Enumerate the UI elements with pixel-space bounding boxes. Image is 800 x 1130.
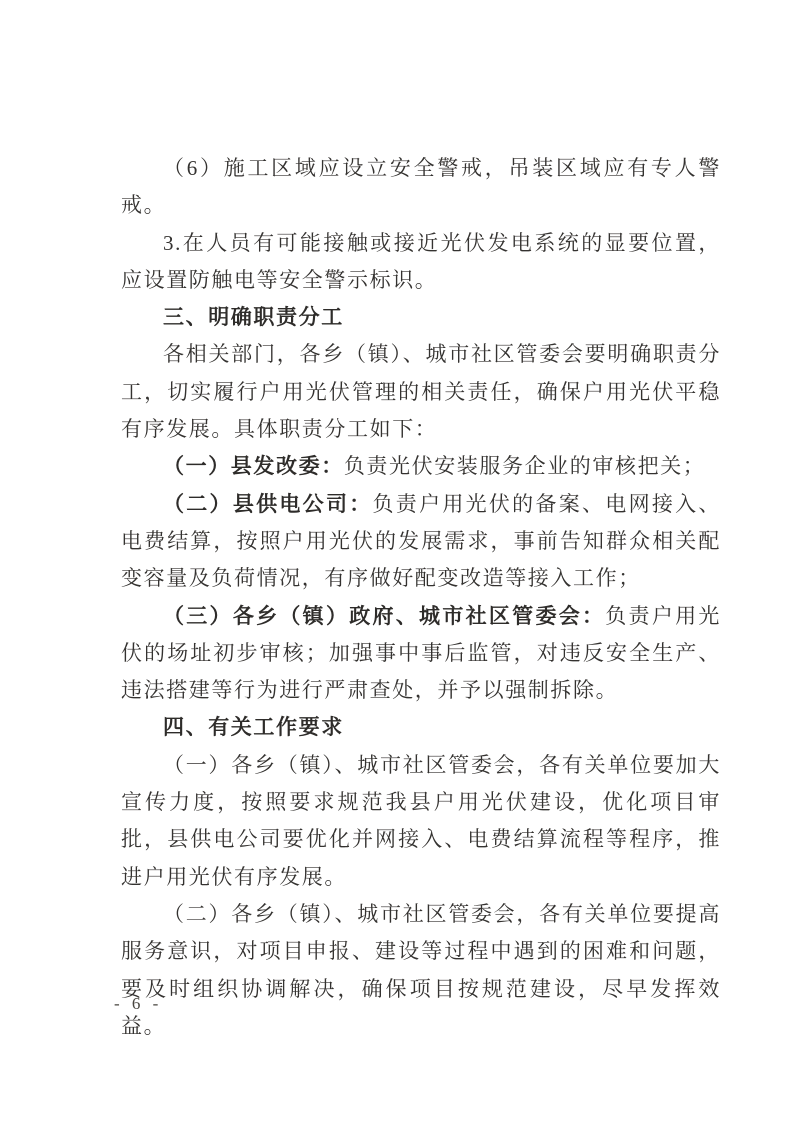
paragraph: （一）县发改委：负责光伏安装服务企业的审核把关； [163, 454, 706, 479]
paragraph: 3.在人员有可能接触或接近光伏发电系统的显要位置，应设置防触电等安全警示标识。 [121, 230, 721, 292]
paragraph: （一）各乡（镇）、城市社区管委会，各有关单位要加大宣传力度，按照要求规范我县户用光伏建设，优化项目审批，县供电公司要优化并网接入、电费结算流程等程序，推进户用光伏有序发展。 [121, 752, 721, 889]
paragraph: （6）施工区域应设立安全警戒，吊装区域应有专人警戒。 [121, 156, 721, 218]
paragraph: （二）县供电公司：负责户用光伏的备案、电网接入、电费结算，按照户用光伏的发展需求，事前告知群众相关配变容量及负荷情况，有序做好配变改造等接入工作； [121, 491, 722, 591]
section-heading: 三、明确职责分工 [163, 305, 344, 330]
page-number: - 6 - [114, 994, 163, 1013]
document-body [121, 150, 721, 1045]
section-heading: 四、有关工作要求 [163, 715, 344, 740]
paragraph: （二）各乡（镇）、城市社区管委会，各有关单位要提高服务意识，对项目申报、建设等过程中遇到的困难和问题，要及时组织协调解决，确保项目按规范建设，尽早发挥效益。 [121, 901, 721, 1038]
paragraph-lead: （一）县发改委： [163, 454, 344, 479]
paragraph: 各相关部门，各乡（镇）、城市社区管委会要明确职责分工，切实履行户用光伏管理的相关责任，确保户用光伏平稳有序发展。具体职责分工如下： [121, 342, 721, 442]
paragraph-lead: （二）县供电公司： [163, 491, 373, 516]
paragraph-lead: （三）各乡（镇）政府、城市社区管委会： [163, 603, 606, 628]
paragraph: （三）各乡（镇）政府、城市社区管委会：负责户用光伏的场址初步审核；加强事中事后监管，对违反安全生产、违法搭建等行为进行严肃查处，并予以强制拆除。 [121, 603, 721, 703]
